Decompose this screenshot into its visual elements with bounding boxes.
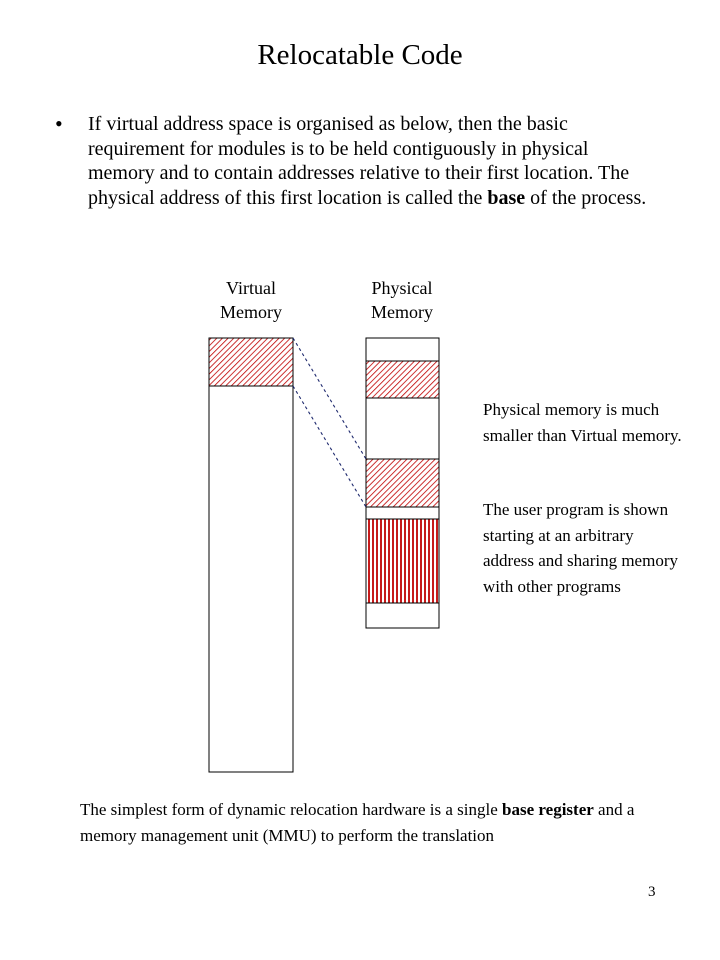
bullet-marker: • (55, 111, 63, 136)
slide-title: Relocatable Code (257, 39, 463, 71)
virtual-user-program-block (209, 338, 293, 386)
footer-text-start: The simplest form of dynamic relocation hardware is a single (80, 800, 503, 819)
virtual-label-line1: Virtual (226, 278, 276, 298)
virtual-memory-column (209, 338, 293, 772)
note-physical-smaller: Physical memory is much smaller than Virtual memory. (483, 400, 682, 445)
virtual-label-line2: Memory (220, 302, 282, 322)
physical-user-program-block (366, 459, 439, 507)
mapping-line-top (293, 338, 366, 459)
physical-other-program-block (366, 361, 439, 398)
intro-bold-term: base (487, 186, 526, 209)
physical-label-line1: Physical (371, 278, 433, 298)
intro-text-start: If virtual address space is organised as below, then the basic requirement for modules is to be held contiguously in physical memory and to contain addresses relative to their first location. The physical address of this first location is called the (88, 113, 630, 209)
physical-vertical-hatch-block (366, 519, 439, 603)
footer-bold-term: base register (502, 800, 594, 819)
note-user-program: The user program is shown starting at an arbitrary address and sharing memory with other programs (483, 500, 678, 596)
page-number: 3 (648, 884, 656, 900)
footer-text-end: and a memory management unit (MMU) to perform the translation (80, 800, 635, 845)
mapping-line-bottom (293, 386, 366, 507)
physical-label-line2: Memory (371, 302, 433, 322)
intro-text-end: of the process. (525, 186, 647, 209)
footer-paragraph (80, 797, 680, 848)
